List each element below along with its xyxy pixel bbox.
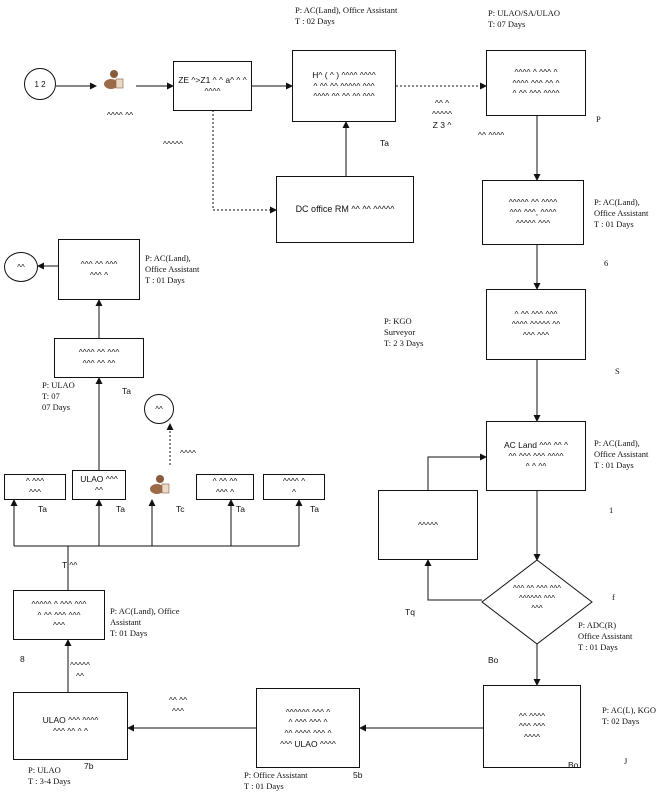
receive-application-box: ZE ^>Z1 ^ ^ a^ ^ ^ ^^^^ (173, 61, 252, 111)
enter-register-annotation: P: AC(Land), Office Assistant T : 02 Days (295, 5, 398, 27)
ulao-final-box: ULAO ^^^ ^^^^ ^^^ ^^ ^ ^ (13, 692, 128, 760)
branch-label-1: Ta (38, 504, 47, 514)
distribution-annotation: P: AC(Land), Office Assistant T: 01 Days (110, 606, 180, 639)
ac-report-annotation: P: AC(Land), Office Assistant T : 01 Days (594, 438, 649, 471)
receive-sub-label: ^^^^^ (163, 139, 183, 149)
marker-6: 6 (604, 258, 609, 268)
marker-f: f (612, 592, 615, 602)
branch-box-4: ^ ^^ ^^ ^^^ ^ (196, 474, 254, 500)
start-circle: 1 2 (24, 68, 56, 100)
final-annotation: P: AC(Land), Office Assistant T : 01 Days (145, 253, 200, 286)
branch-box-5: ^^^^ ^ ^ (263, 474, 325, 500)
order-arrow-label: ^^ ^^ ^^^ (168, 695, 188, 717)
branch-label-2: Ta (116, 504, 125, 514)
marker-j: J (624, 756, 628, 766)
marker-5b: 5b (353, 770, 363, 780)
arrow-decision-reject (428, 560, 482, 600)
arrow-receive-dc (213, 110, 276, 210)
ulao-annotation: P: ULAO T : 3-4 Days (28, 765, 71, 787)
forward-note: ^^ ^ ^^^^^ Z 3 ^ (432, 98, 452, 131)
ac-report-box: AC Land ^^^ ^^ ^ ^^ ^^^ ^^^ ^^^^ ^ ^ ^^ (486, 421, 586, 491)
enter-register-box: H^ ( ^ ) ^^^^ ^^^^ ^ ^^ ^^ ^^^^^ ^^^ ^^^^ ^^ ^^ ^^ ^^^ (292, 50, 396, 122)
marker-s: S (615, 366, 620, 376)
marker-8: 8 (20, 654, 25, 664)
branch-label-4: Ta (236, 504, 245, 514)
end-circle: ^^ (4, 252, 38, 282)
ac-forward-annotation: P: AC(Land), Office Assistant T : 01 Days (594, 197, 649, 230)
survey-box: ^ ^^ ^^^ ^^^ ^^^^ ^^^^^ ^^ ^^^ ^^^ (486, 289, 586, 360)
reject-box: ^^^^^ (378, 490, 478, 560)
marker-1: 1 (609, 505, 614, 515)
yes-branch-label: Tq (405, 607, 415, 617)
arrow-reject-report (428, 457, 486, 490)
update-label: Ta (122, 386, 131, 396)
branch-person-icon (149, 474, 171, 496)
marker-7b: 7b (84, 761, 94, 771)
to-label: Ta (380, 138, 389, 148)
marker-bo: Bo (568, 760, 579, 770)
update-annotation: P: ULAO T: 07 07 Days (42, 380, 75, 413)
ac-forward-box: ^^^^^ ^^ ^^^^ ^^^ ^^^, ^^^^ ^^^^^ ^^^ (482, 180, 584, 245)
no-branch-label: Bo (488, 655, 499, 665)
branch-box-1: ^ ^^^ ^^^ (4, 474, 66, 500)
sub-person-label: ^^^^ (180, 448, 196, 458)
survey-annotation: P: KGO Surveyor T: 2 3 Days (384, 316, 424, 349)
dist-up-label: T ^^ (62, 560, 78, 570)
scrutiny-out-label: ^^ ^^^^ (478, 130, 505, 140)
sub-process-circle: ^^ (144, 394, 174, 424)
scrutiny-box: ^^^^ ^ ^^^ ^ ^^^^ ^^^ ^^ ^ ^ ^^ ^^^ ^^^^ (486, 50, 586, 116)
decision-label: ^^^ ^^ ^^^ ^^^ ^^^^^^ ^^^ ^^^ (513, 584, 561, 613)
order-box: ^^^^^^ ^^^ ^ ^ ^^^ ^^^ ^ ^^ ^^^^ ^^^ ^ ^^^ ULAO ^^^^ (256, 688, 360, 768)
branch-label-3: Tc (176, 504, 185, 514)
applicant-person-icon (103, 69, 125, 91)
scrutiny-annotation: P: ULAO/SA/ULAO T: 07 Days (488, 8, 561, 30)
branch-box-2: ULAO ^^^ ^^ (72, 470, 126, 500)
distribution-box: ^^^^^ ^ ^^^ ^^^ ^ ^^ ^^^ ^^^ ^^^ (13, 590, 105, 640)
branch-label-5: Ta (310, 504, 319, 514)
ulao-up-label: ^^^^^ ^^ (70, 660, 90, 682)
order-annotation: P: Office Assistant T : 01 Days (244, 770, 308, 792)
update-record-box: ^^^^ ^^ ^^^ ^^^ ^^ ^^ (54, 338, 144, 378)
marker-p1: P (596, 114, 601, 124)
final-box: ^^^ ^^ ^^^ ^^^ ^ (58, 239, 140, 300)
hearing-box: ^^ ^^^^ ^^^ ^^^ ^^^^ (483, 685, 581, 768)
dc-office-box: DC office RM ^^ ^^ ^^^^^ (276, 176, 414, 243)
decision-annotation: P: ADC(R) Office Assistant T : 01 Days (578, 620, 633, 653)
applicant-label: ^^^^ ^^ (106, 110, 134, 120)
hearing-annotation: P: AC(L), KGO T: 02 Days (602, 705, 657, 727)
